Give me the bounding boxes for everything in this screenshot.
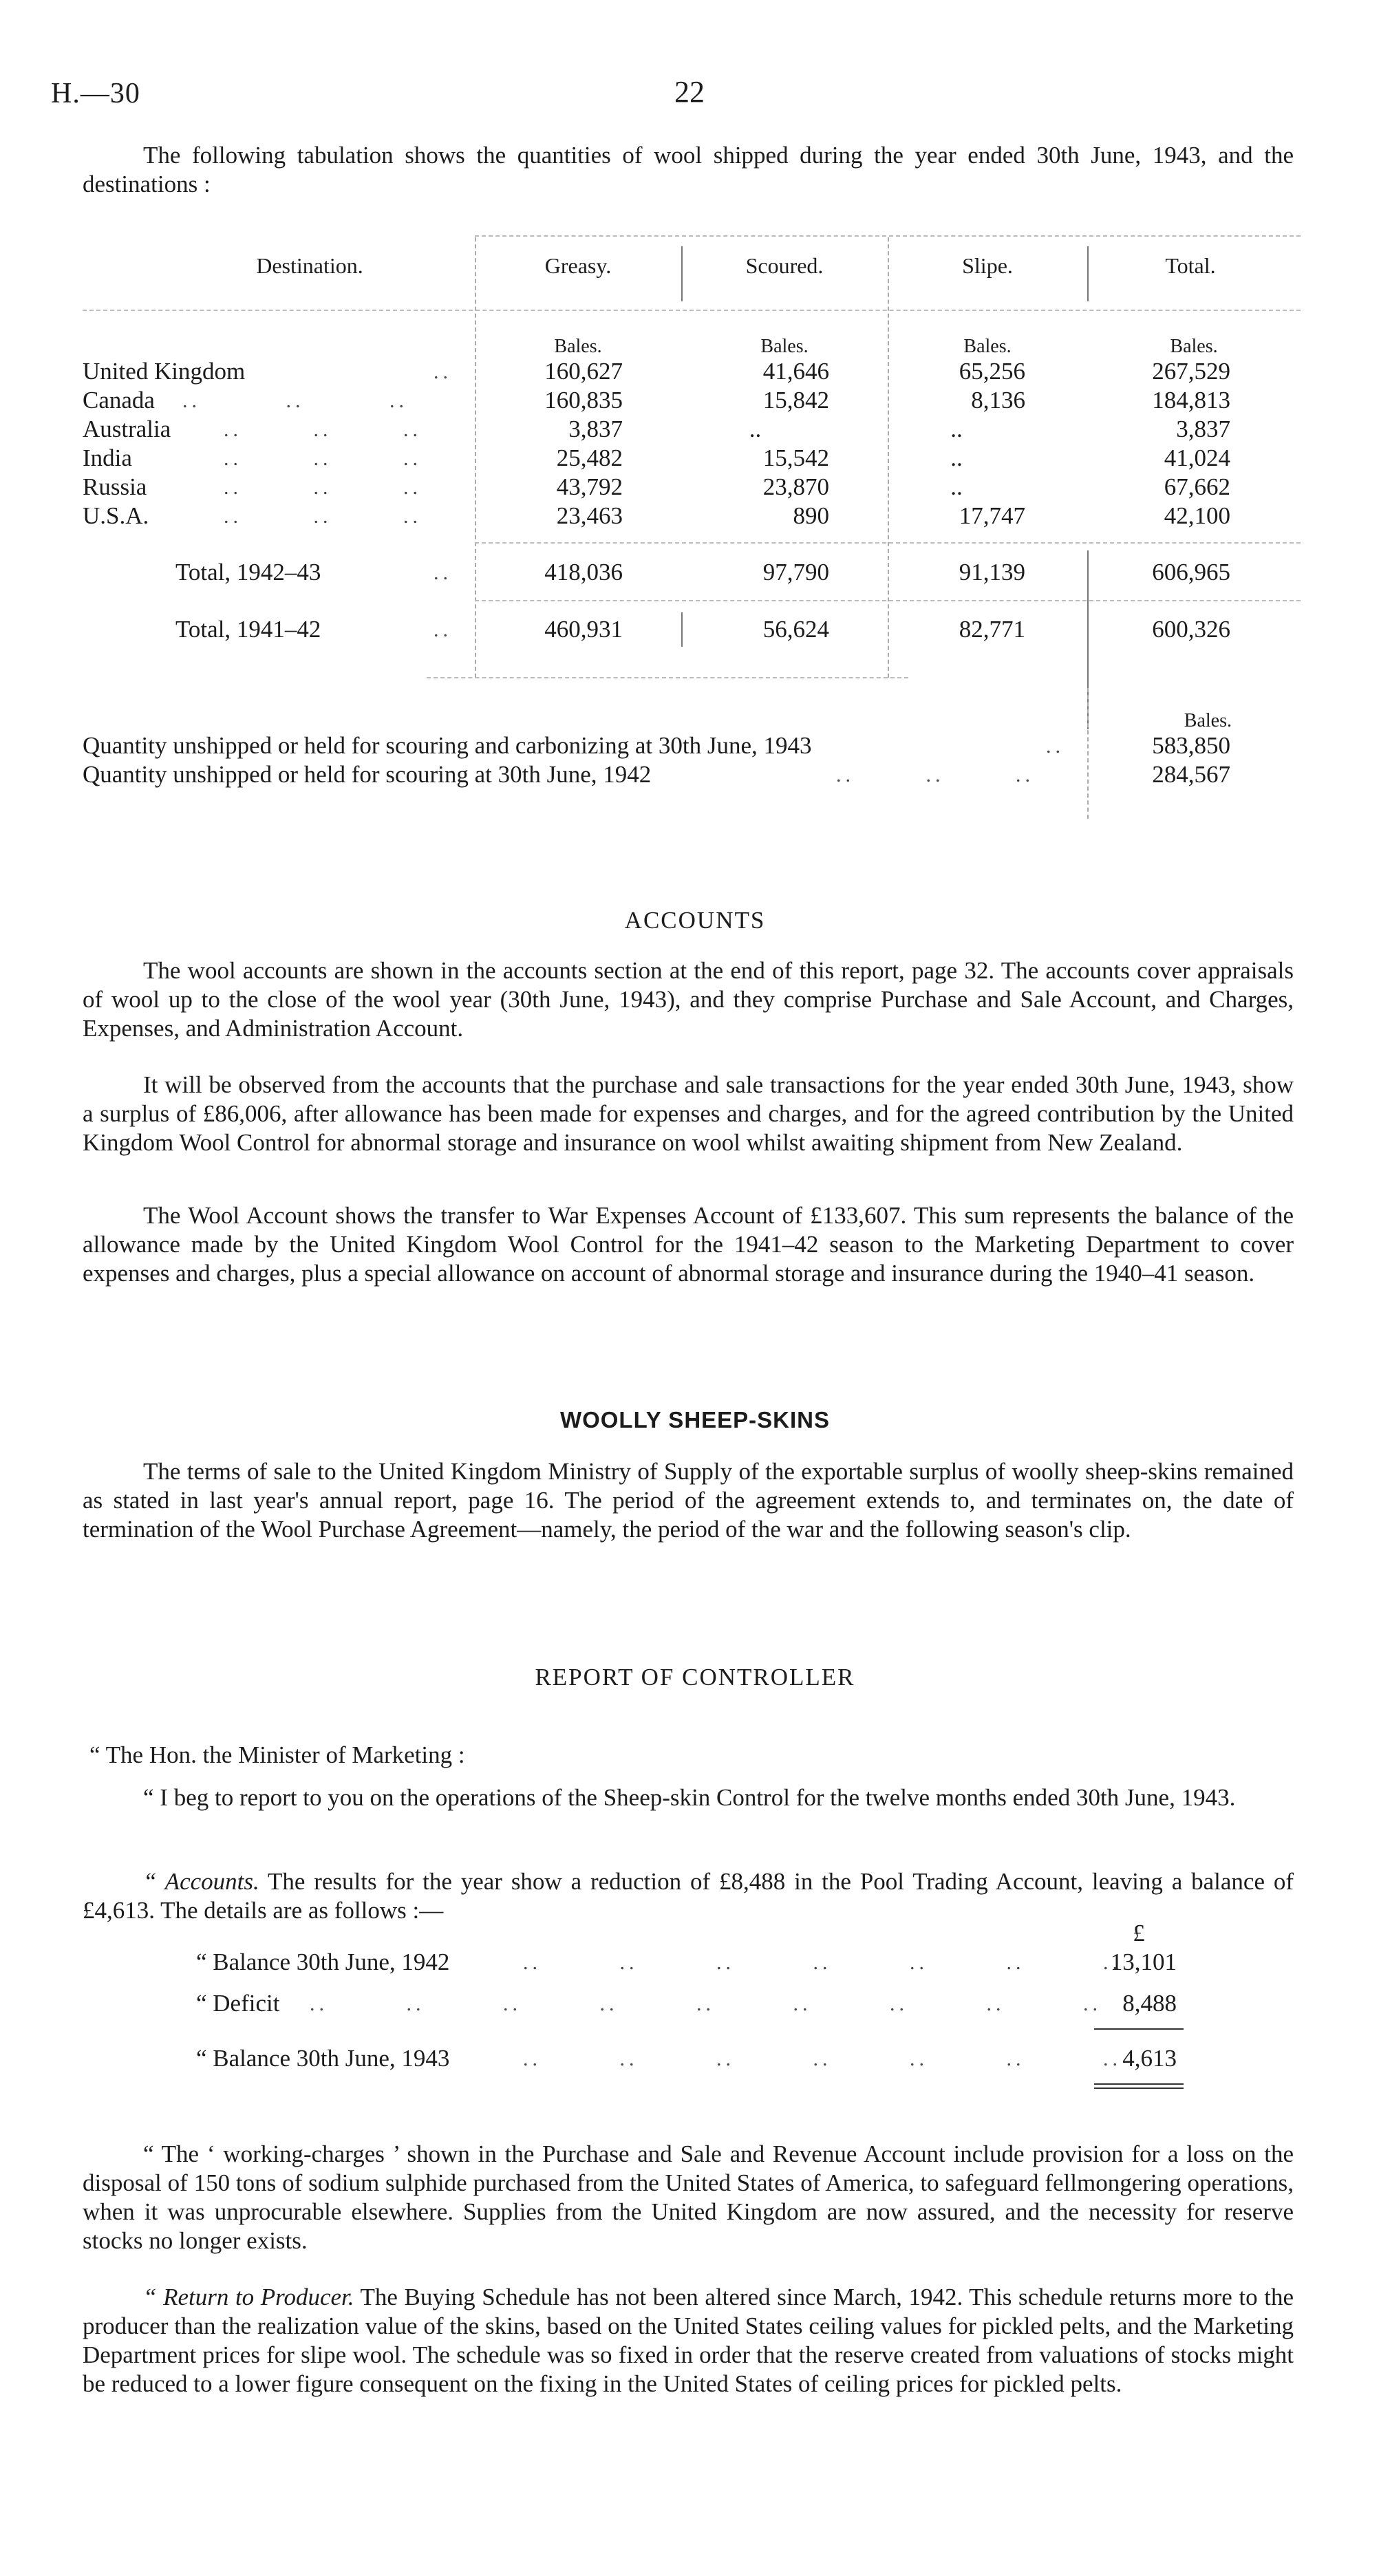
greasy-value: 160,835 [544,387,623,414]
page-number: 22 [674,75,705,109]
greasy-value: 23,463 [556,502,623,529]
balance-value: 8,488 [1122,1990,1177,2017]
scoured-value: 23,870 [762,473,829,500]
accounts-text: The results for the year show a reduction of £8,488 in the Pool Trading Account, leaving a balance of £4,613. The details are as follows :— [83,1868,1294,1924]
leader-dots: .. .. .. .. .. .. .. [523,1951,1122,1974]
destination: United Kingdom [83,358,246,385]
scoured-value: 15,842 [762,387,829,414]
scoured-value: 97,790 [762,559,829,586]
greasy-value: 3,837 [568,416,623,442]
currency-symbol: £ [1133,1920,1145,1946]
unshipped-unit: Bales. [1184,710,1232,731]
table-bottom-rule [427,677,908,678]
total-label: Total, 1941–42 [175,616,321,643]
slipe-value: 17,747 [959,502,1025,529]
destination: Canada [83,387,155,414]
totals-top-rule [475,542,1301,544]
balance-value: 4,613 [1122,2045,1177,2072]
accounts-paragraph-2: It will be observed from the accounts that the purchase and sale transactions for the year ended 30th June, 1943, show a surplus of £86,006, after allowance has been made for expenses and charges, and for the agreed contribution by the United Kingdom Wool Control for abnormal storage and insurance on wool whilst awaiting shipment from New Zealand. [83,1071,1294,1156]
col-header-scoured: Scoured. [745,253,824,278]
leader-dots: .. .. .. [224,505,422,528]
leader-dots: .. [1046,735,1065,758]
total-value: 184,813 [1152,387,1230,414]
total-label: Total, 1942–43 [175,559,321,586]
table-top-rule [475,235,1301,237]
leader-dots: .. [434,619,452,641]
slipe-value: .. [950,444,963,471]
salutation: “ The Hon. the Minister of Marketing : [89,1741,465,1768]
intro-paragraph: The following tabulation shows the quantities of wool shipped during the year ended 30th June, 1943, and the destinations : [83,142,1294,197]
leader-dots: .. .. .. [836,764,1034,786]
total-value: 600,326 [1152,616,1230,643]
document-id: H.—30 [51,78,140,109]
slipe-value: .. [950,473,963,500]
slipe-value: 65,256 [959,358,1025,385]
balance-label: “ Deficit [196,1990,280,2017]
controller-paragraph-1: “ I beg to report to you on the operations of the Sheep-skin Control for the twelve months ended 30th June, 1943. [143,1784,1236,1811]
return-lead: “ Return to Producer. [143,2284,354,2310]
controller-heading: REPORT OF CONTROLLER [535,1664,855,1690]
accounts-heading: ACCOUNTS [624,907,766,934]
total-value: 267,529 [1152,358,1230,385]
totals-mid-rule [475,600,1301,601]
total-value: 42,100 [1164,502,1230,529]
leader-dots: .. [434,361,452,383]
return-text: The Buying Schedule has not been altered since March, 1942. This schedule returns more to the producer than the realization value of the skins, based on the United States ceiling values for pickled pelts, and the Marketing Department prices for slipe wool. The schedule was so fixed in order that the reserve created from valuations of stocks might be reduced to a lower figure consequent on the fixing in the United States of ceiling prices for pickled pelts. [83,2284,1294,2397]
scoured-value: 890 [793,502,829,529]
total-value: 67,662 [1164,473,1230,500]
unshipped-text: Quantity unshipped or held for scouring and carbonizing at 30th June, 1943 [83,732,812,759]
unit-total: Bales. [1170,336,1218,357]
col-header-total: Total. [1165,253,1216,278]
leader-dots: .. [434,561,452,584]
greasy-value: 25,482 [556,444,623,471]
unit-slipe: Bales. [963,336,1012,357]
col-rule-2a [681,246,683,301]
slipe-value: 82,771 [959,616,1025,643]
total-value: 41,024 [1164,444,1230,471]
unit-greasy: Bales. [554,336,602,357]
unshipped-text: Quantity unshipped or held for scouring at 30th June, 1942 [83,761,652,788]
leader-dots: .. .. .. [224,447,422,470]
leader-dots: .. .. .. [224,418,422,441]
destination: U.S.A. [83,502,149,529]
balance-value: 13,101 [1110,1949,1177,1975]
leader-dots: .. .. .. .. .. .. .. .. .. [310,1993,1102,2015]
return-to-producer-paragraph [83,2283,1294,2398]
greasy-value: 418,036 [544,559,623,586]
destination: India [83,444,132,471]
subtotal-rule [1094,2028,1184,2030]
accounts-lead: “ Accounts. [143,1868,259,1895]
balance-label: “ Balance 30th June, 1943 [196,2045,450,2072]
col-header-greasy: Greasy. [544,253,612,278]
col-header-destination: Destination. [256,253,363,278]
accounts-paragraph-3: The Wool Account shows the transfer to War Expenses Account of £133,607. This sum represents the balance of the allowance made by the United Kingdom Wool Control for the 1941–42 season to the Marketing Department to cover expenses and charges, plus a special allowance on account of abnormal storage and insurance during the 1940–41 season. [83,1202,1294,1287]
destination: Australia [83,416,171,442]
header-bottom-rule [83,310,1301,311]
accounts-paragraph-1: The wool accounts are shown in the accounts section at the end of this report, page 32. The accounts cover appraisals of wool up to the close of the wool year (30th June, 1943), and they comprise Purchase and Sale Account, and Charges, Expenses, and Administration Account. [83,957,1294,1042]
scoured-value: 41,646 [762,358,829,385]
greasy-value: 43,792 [556,473,623,500]
scoured-value: .. [749,416,762,442]
controller-accounts-paragraph [83,1867,1294,1925]
leader-dots: .. .. .. .. .. .. .. [523,2048,1122,2070]
leader-dots: .. .. .. [182,389,408,412]
leader-dots: .. .. .. [224,476,422,499]
col-rule-4a [1087,246,1089,301]
greasy-value: 160,627 [544,358,623,385]
slipe-value: .. [950,416,963,442]
woolly-heading: WOOLLY SHEEP-SKINS [559,1407,831,1432]
col-header-slipe: Slipe. [962,253,1013,278]
unshipped-value: 284,567 [1152,761,1230,788]
working-charges-paragraph: “ The ‘ working-charges ’ shown in the Purchase and Sale and Revenue Account include provision for a loss on the disposal of 150 tons of sodium sulphide purchased from the United States of America, to safeguard fellmongering operations, when it was unprocurable elsewhere. Supplies from the United Kingdom are now assured, and the necessity for reserve stocks no longer exists. [83,2140,1294,2254]
total-rule-top [1094,2083,1184,2085]
unshipped-value: 583,850 [1152,732,1230,759]
unit-scoured: Bales. [760,336,809,357]
greasy-value: 460,931 [544,616,623,643]
slipe-value: 8,136 [971,387,1025,414]
scoured-value: 56,624 [762,616,829,643]
slipe-value: 91,139 [959,559,1025,586]
woolly-paragraph: The terms of sale to the United Kingdom Ministry of Supply of the exportable surplus of woolly sheep-skins remained as stated in last year's annual report, page 16. The period of the agreement extends to, and terminates on, the date of termination of the Wool Purchase Agreement—namely, the period of the war and the following season's clip. [83,1458,1294,1543]
total-value: 3,837 [1176,416,1230,442]
total-value: 606,965 [1152,559,1230,586]
scoured-value: 15,542 [762,444,829,471]
total-rule-bottom [1094,2087,1184,2089]
destination: Russia [83,473,147,500]
balance-label: “ Balance 30th June, 1942 [196,1949,450,1975]
